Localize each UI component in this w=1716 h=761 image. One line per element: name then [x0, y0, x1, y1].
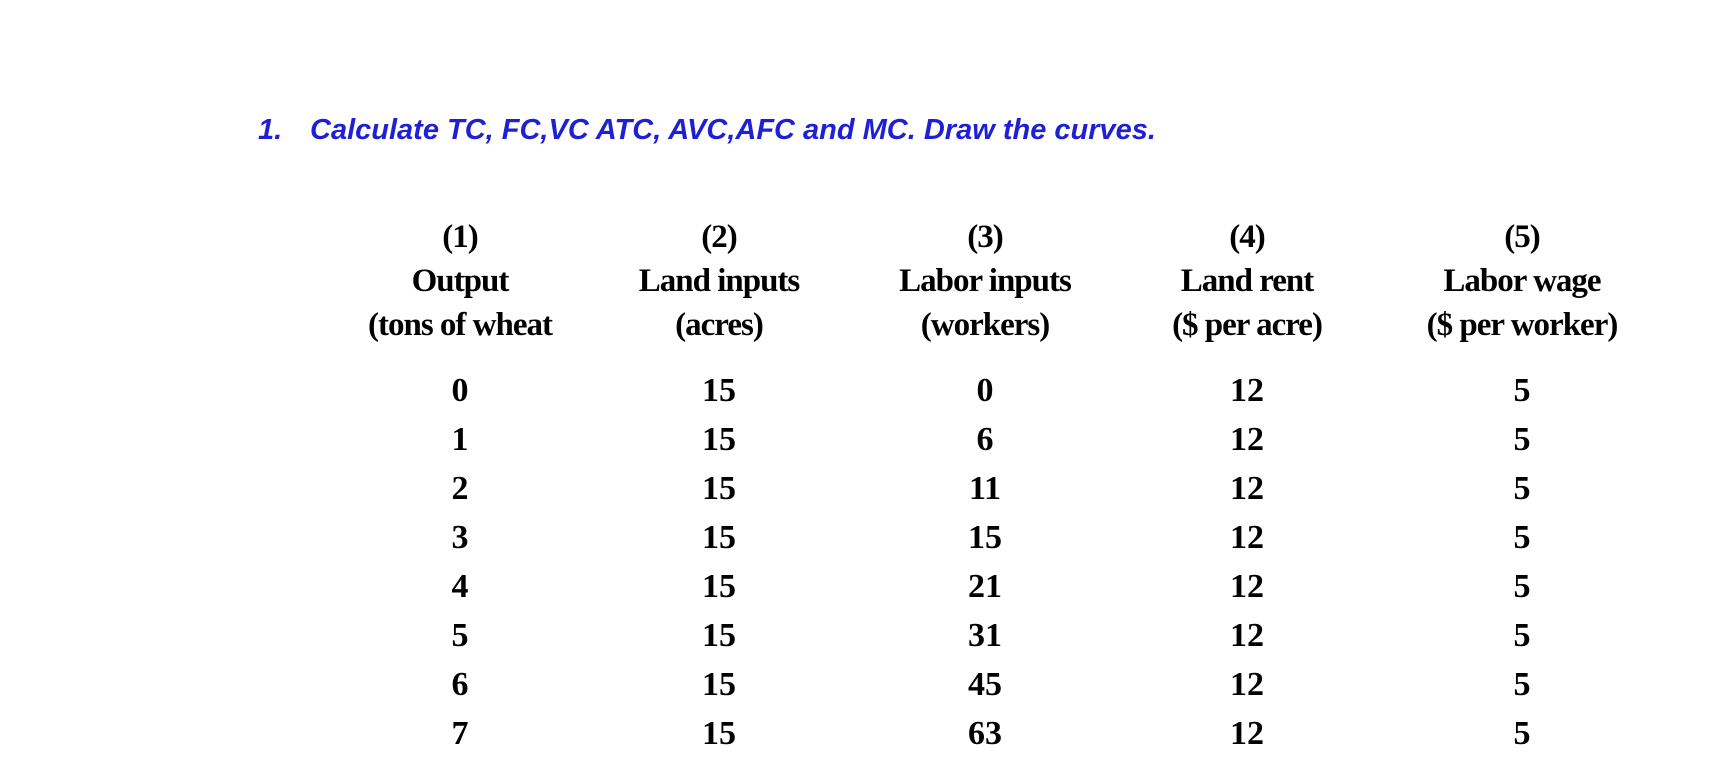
table-cell: 15: [702, 421, 736, 458]
column-index: (1): [442, 219, 478, 255]
table-cell: 12: [1230, 666, 1264, 703]
table-cell: 15: [702, 470, 736, 507]
table-cell: 12: [1230, 372, 1264, 409]
table-cell: 7: [451, 715, 469, 752]
column-header-land-inputs: [584, 215, 854, 347]
table-cell: 3: [451, 519, 469, 556]
table-cell: 11: [968, 470, 1002, 507]
column-index: (5): [1504, 219, 1540, 255]
table-row: [336, 415, 1666, 464]
cost-data-table: [336, 215, 1666, 758]
column-header-labor-wage: [1378, 215, 1666, 347]
column-name: Labor inputs: [899, 263, 1071, 299]
table-cell: 4: [451, 568, 469, 605]
table-cell: 15: [702, 715, 736, 752]
table-cell: 0: [451, 372, 469, 409]
table-cell: 15: [702, 372, 736, 409]
table-header: [336, 215, 1666, 347]
table-row: [336, 611, 1666, 660]
table-cell: 12: [1230, 715, 1264, 752]
table-cell: 6: [451, 666, 469, 703]
table-cell: 5: [1513, 372, 1531, 409]
column-name: Land inputs: [638, 263, 800, 299]
table-cell: 5: [1513, 568, 1531, 605]
table-cell: 15: [702, 519, 736, 556]
table-cell: 31: [968, 617, 1002, 654]
table-cell: 5: [1513, 421, 1531, 458]
table-cell: 12: [1230, 470, 1264, 507]
table-cell: 12: [1230, 617, 1264, 654]
table-body: [336, 366, 1666, 758]
table-cell: 12: [1230, 421, 1264, 458]
table-cell: 6: [976, 421, 994, 458]
table-cell: 15: [968, 519, 1002, 556]
table-row: [336, 464, 1666, 513]
table-cell: 2: [451, 470, 469, 507]
table-cell: 5: [1513, 666, 1531, 703]
column-unit: (tons of wheat: [368, 307, 552, 343]
table-cell: 5: [1513, 617, 1531, 654]
table-cell: 1: [451, 421, 469, 458]
column-unit: (workers): [920, 307, 1050, 343]
table-cell: 63: [968, 715, 1002, 752]
column-name: Output: [411, 263, 509, 299]
question-number: 1.: [258, 114, 283, 146]
column-header-land-rent: [1116, 215, 1378, 347]
table-cell: 15: [702, 666, 736, 703]
table-cell: 5: [1513, 715, 1531, 752]
table-row: [336, 366, 1666, 415]
column-unit: ($ per worker): [1426, 307, 1618, 343]
table-cell: 15: [702, 568, 736, 605]
table-cell: 12: [1230, 568, 1264, 605]
column-index: (4): [1229, 219, 1265, 255]
column-header-output: [336, 215, 584, 347]
column-index: (3): [967, 219, 1003, 255]
table-cell: 15: [702, 617, 736, 654]
column-name: Labor wage: [1443, 263, 1601, 299]
table-cell: 5: [1513, 519, 1531, 556]
column-unit: (acres): [675, 307, 763, 343]
table-cell: 21: [968, 568, 1002, 605]
table-cell: 0: [976, 372, 994, 409]
table-row: [336, 513, 1666, 562]
table-row: [336, 562, 1666, 611]
table-cell: 12: [1230, 519, 1264, 556]
question-heading: [258, 114, 1156, 147]
column-name: Land rent: [1180, 263, 1314, 299]
table-row: [336, 709, 1666, 758]
table-cell: 5: [1513, 470, 1531, 507]
table-cell: 45: [968, 666, 1002, 703]
column-unit: ($ per acre): [1172, 307, 1322, 343]
question-text: Calculate TC, FC,VC ATC, AVC,AFC and MC. Draw the curves.: [310, 114, 1156, 146]
column-header-labor-inputs: [854, 215, 1116, 347]
column-index: (2): [701, 219, 737, 255]
table-row: [336, 660, 1666, 709]
table-cell: 5: [451, 617, 469, 654]
